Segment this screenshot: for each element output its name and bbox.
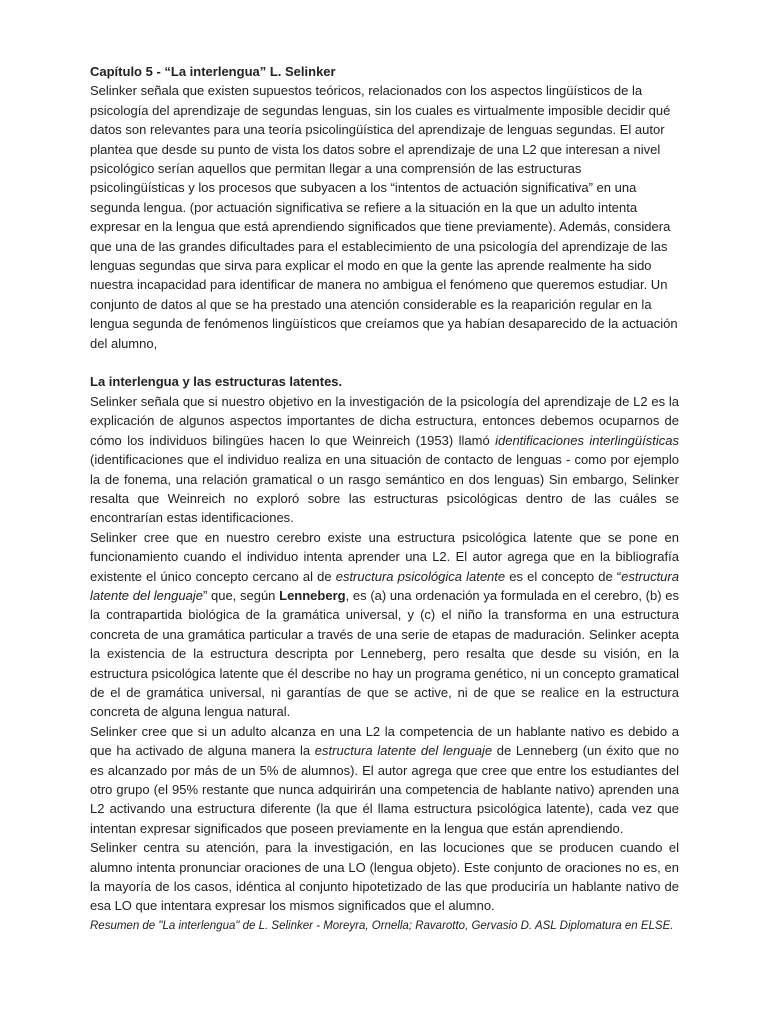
paragraph-lenneberg: Selinker cree que en nuestro cerebro existe una estructura psicológica latente que se pone en funcionamiento cuando el individuo intenta aprender una L2. El autor agrega que en la bibliografía existente el único concepto cercano al de estructura psicológica latente es el concepto de “estructura latente del lenguaje” que, según Lenneberg, es (a) una ordenación ya formulada en el cerebro, (b) es la contrapartida biológica de la gramática universal, y (c) el niño la transforma en una estructura concreta de una gramática particular a través de una serie de etapas de maduración. Selinker acepta la existencia de la estructura descripta por Lenneberg, pero resalta que desde su visión, en la estructura psicológica latente que él describe no hay un programa genético, ni un concepto gramatical de el de gramática universal, ni garantías de que se active, ni de que se realice en la estructura concreta de alguna lengua natural. xyxy=(90,529,680,720)
paragraph-competencia: Selinker cree que si un adulto alcanza en una L2 la competencia de un hablante nativo es debido a que ha activado de alguna manera la estructura latente del lenguaje de Lenneberg (un éxito que no es alcanzado por más de un 5% de alumnos). El autor agrega que cree que entre los estudiantes del otro grupo (el 95% restante que nunca adquirirán una competencia de hablante nativo) aprenden una L2 activando una estructura diferente (la que él llama estructura psicológica latente), cada vez que intentan expresar significados que poseen previamente en la lengua que están aprendiendo. xyxy=(90,723,679,836)
name-lenneberg: Lenneberg xyxy=(279,587,346,603)
intro-paragraph: Selinker señala que existen supuestos teóricos, relacionados con los aspectos lingüísticos de la psicología del aprendizaje de segundas lenguas, sin los cuales es virtualmente imposible decidir qué datos son relevantes para una teoría psicolingüística del aprendizaje de lenguas segundas. El autor plantea que desde su punto de vista los datos sobre el aprendizaje de una L2 que interesan a nivel psicológico serían aquellos que permitan llegar a una comprensión de las estructuras psicolingüísticas y los procesos que subyacen a los “intentos de actuación significativa” en una segunda lengua. (por actuación significativa se refiere a la situación en la que un adulto intenta expresar en la lengua que está aprendiendo significados que tiene previamente). Además, considera que una de las grandes dificultades para el establecimiento de una psicología del aprendizaje de las lenguas segundas que sirva para explicar el modo en que la gente las aprende realmente ha sido nuestra incapacidad para identificar de manera no ambigua el fenómeno que queremos estudiar. Un conjunto de datos al que se ha prestado una atención considerable es la reaparición regular en la lengua segunda de fenómenos lingüísticos que creíamos que ya habían desaparecido de la actuación del alumno, xyxy=(90,83,678,351)
paragraph-locuciones: Selinker centra su atención, para la investigación, en las locuciones que se producen cuando el alumno intenta pronunciar oraciones de una LO (lengua objeto). Este conjunto de oraciones no es, en la mayoría de los casos, idéntica al conjunto hipotetizado de las que produciría un hablante nativo de esa LO que intentara expresar los mismos significados que el alumno. xyxy=(90,840,679,914)
term-estructura-latente: estructura latente del lenguaje xyxy=(90,568,679,603)
term-estructura-latente-2: estructura latente del lenguaje xyxy=(314,743,493,759)
paragraph-weinreich: Selinker señala que si nuestro objetivo en la investigación de la psicología del aprendizaje de L2 es la explicación de algunos aspectos importantes de dicha estructura, entonces debemos ocuparnos de cómo los individuos bilingües hacen lo que Weinreich (1953) llamó identificaciones interlingüísticas (identificaciones que el individuo realiza en una situación de contacto de lenguas - como por ejemplo la de fonema, una relación gramatical o un rasgo semántico en dos lenguas) Sin embargo, Selinker resalta que Weinreich no exploró sobre las estructuras psicológicas dentro de las cuáles se encontrarían estas identificaciones. xyxy=(90,393,679,526)
chapter-title: Capítulo 5 - “La interlengua” L. Selinker xyxy=(90,64,336,79)
section-title: La interlengua y las estructuras latentes. xyxy=(90,374,343,390)
term-identificaciones: identificaciones interlingüísticas xyxy=(495,432,679,448)
footer-citation: Resumen de "La interlengua" de L. Selinker - Moreyra, Ornella; Ravarotto, Gervasio D. ASL Diplomatura en ELSE. xyxy=(90,919,674,932)
term-estructura-psicologica: estructura psicológica latente xyxy=(335,568,506,584)
document-page xyxy=(90,62,679,934)
